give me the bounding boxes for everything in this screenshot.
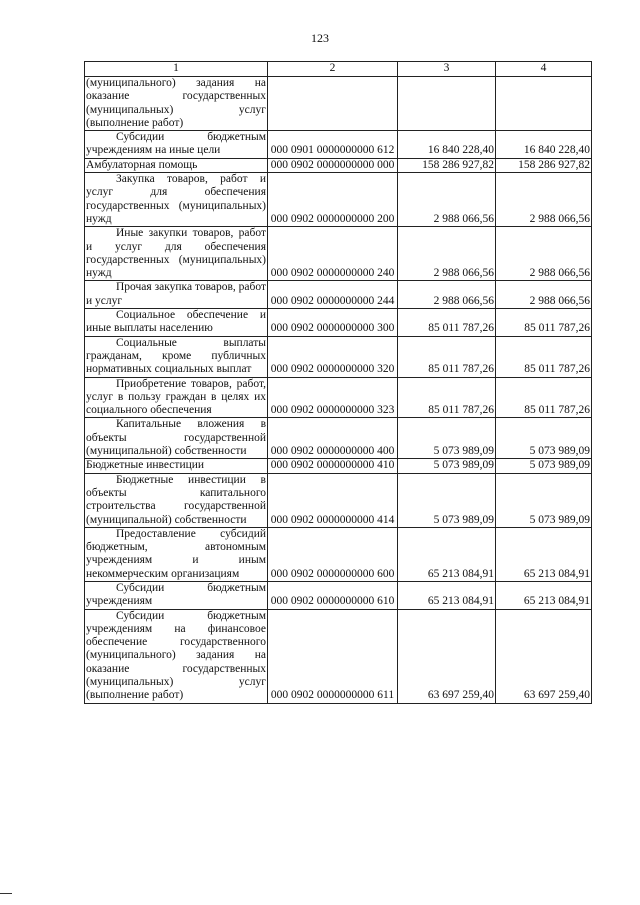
row-name-cell <box>85 77 268 131</box>
row-code <box>268 77 398 131</box>
row-name-cell <box>85 173 268 227</box>
table-row <box>85 281 592 309</box>
row-code: 000 0902 0000000000 200 <box>268 173 398 227</box>
row-code: 000 0902 0000000000 240 <box>268 227 398 281</box>
row-name: Закупка товаров, работ и услуг для обеспечения государственных (муниципальных) нужд <box>86 173 266 225</box>
column-header: 2 <box>268 62 398 77</box>
row-name: Капитальные вложения в объекты государственной (муниципальной) собственности <box>86 418 266 458</box>
row-value-col4: 63 697 259,40 <box>496 609 592 703</box>
row-name-cell <box>85 131 268 159</box>
row-value-col4: 65 213 084,91 <box>496 581 592 609</box>
row-value-col4: 85 011 787,26 <box>496 377 592 418</box>
column-header: 1 <box>85 62 268 77</box>
row-value-col4: 85 011 787,26 <box>496 309 592 337</box>
row-name-cell <box>85 581 268 609</box>
column-number-row <box>85 62 592 77</box>
row-value-col3: 5 073 989,09 <box>398 473 496 527</box>
row-code: 000 0902 0000000000 410 <box>268 459 398 473</box>
row-code: 000 0902 0000000000 323 <box>268 377 398 418</box>
row-name-cell <box>85 281 268 309</box>
row-code: 000 0902 0000000000 611 <box>268 609 398 703</box>
row-name-cell <box>85 336 268 377</box>
row-value-col3: 85 011 787,26 <box>398 377 496 418</box>
row-value-col3: 85 011 787,26 <box>398 309 496 337</box>
row-value-col4: 2 988 066,56 <box>496 281 592 309</box>
table-row <box>85 609 592 703</box>
row-value-col4: 5 073 989,09 <box>496 459 592 473</box>
row-name-cell <box>85 377 268 418</box>
row-name-cell <box>85 527 268 581</box>
row-value-col4: 5 073 989,09 <box>496 418 592 459</box>
row-value-col3: 63 697 259,40 <box>398 609 496 703</box>
column-header: 3 <box>398 62 496 77</box>
row-value-col3: 16 840 228,40 <box>398 131 496 159</box>
table-row <box>85 459 592 473</box>
row-value-col4: 2 988 066,56 <box>496 227 592 281</box>
row-value-col3: 2 988 066,56 <box>398 173 496 227</box>
row-name: Социальное обеспечение и иные выплаты населению <box>86 309 266 335</box>
table-row <box>85 473 592 527</box>
row-value-col4: 5 073 989,09 <box>496 473 592 527</box>
table-row <box>85 377 592 418</box>
table-row <box>85 227 592 281</box>
row-name-cell <box>85 158 268 172</box>
row-value-col3 <box>398 77 496 131</box>
row-value-col4: 16 840 228,40 <box>496 131 592 159</box>
row-name-cell <box>85 227 268 281</box>
row-code: 000 0902 0000000000 600 <box>268 527 398 581</box>
table-row <box>85 309 592 337</box>
row-name: Амбулаторная помощь <box>86 158 198 171</box>
row-name-cell <box>85 418 268 459</box>
row-value-col4: 158 286 927,82 <box>496 158 592 172</box>
row-name: Бюджетные инвестиции <box>86 459 205 472</box>
table-row <box>85 581 592 609</box>
row-value-col3: 5 073 989,09 <box>398 459 496 473</box>
row-code: 000 0901 0000000000 612 <box>268 131 398 159</box>
table-row <box>85 173 592 227</box>
table-row <box>85 418 592 459</box>
row-name: Иные закупки товаров, работ и услуг для обеспечения государственных (муниципальных) нужд <box>86 227 266 280</box>
page-number: 123 <box>311 31 329 45</box>
row-code: 000 0902 0000000000 400 <box>268 418 398 459</box>
row-name: Субсидии бюджетным учреждениям на иные цели <box>86 131 266 157</box>
row-name: Приобретение товаров, работ, услуг в пользу граждан в целях их социального обеспечения <box>86 377 266 417</box>
row-value-col3: 158 286 927,82 <box>398 158 496 172</box>
row-name: Социальные выплаты гражданам, кроме публичных нормативных социальных выплат <box>86 336 266 376</box>
row-name: Прочая закупка товаров, работ и услуг <box>86 281 266 307</box>
budget-table <box>84 61 592 704</box>
row-value-col4: 65 213 084,91 <box>496 527 592 581</box>
row-value-col3: 65 213 084,91 <box>398 581 496 609</box>
table-row <box>85 527 592 581</box>
row-name-cell <box>85 459 268 473</box>
row-code: 000 0902 0000000000 000 <box>268 158 398 172</box>
row-value-col4: 85 011 787,26 <box>496 336 592 377</box>
table-row <box>85 336 592 377</box>
row-value-col4: 2 988 066,56 <box>496 173 592 227</box>
row-code: 000 0902 0000000000 300 <box>268 309 398 337</box>
row-name: (муниципального) задания на оказание государственных (муниципальных) услуг (выполнение работ) <box>86 77 266 129</box>
table-row <box>85 77 592 131</box>
table-row <box>85 131 592 159</box>
row-value-col3: 5 073 989,09 <box>398 418 496 459</box>
margin-mark <box>0 893 12 894</box>
table-row <box>85 158 592 172</box>
row-name: Субсидии бюджетным учреждениям <box>86 581 266 608</box>
row-name-cell <box>85 473 268 527</box>
row-name-cell <box>85 309 268 337</box>
row-name: Субсидии бюджетным учреждениям на финансовое обеспечение государственного (муниципального) задания на оказание государственных (муниципальных) услуг (выполнение работ) <box>86 609 266 702</box>
row-value-col3: 2 988 066,56 <box>398 227 496 281</box>
row-value-col3: 85 011 787,26 <box>398 336 496 377</box>
row-code: 000 0902 0000000000 610 <box>268 581 398 609</box>
row-name: Предоставление субсидий бюджетным, автономным учреждениям и иным некоммерческим организациям <box>86 527 266 580</box>
row-code: 000 0902 0000000000 244 <box>268 281 398 309</box>
row-value-col3: 2 988 066,56 <box>398 281 496 309</box>
row-code: 000 0902 0000000000 414 <box>268 473 398 527</box>
row-name-cell <box>85 609 268 703</box>
column-header: 4 <box>496 62 592 77</box>
row-name: Бюджетные инвестиции в объекты капитального строительства государственной (муниципальной) собственности <box>86 473 266 526</box>
row-value-col4 <box>496 77 592 131</box>
row-code: 000 0902 0000000000 320 <box>268 336 398 377</box>
row-value-col3: 65 213 084,91 <box>398 527 496 581</box>
